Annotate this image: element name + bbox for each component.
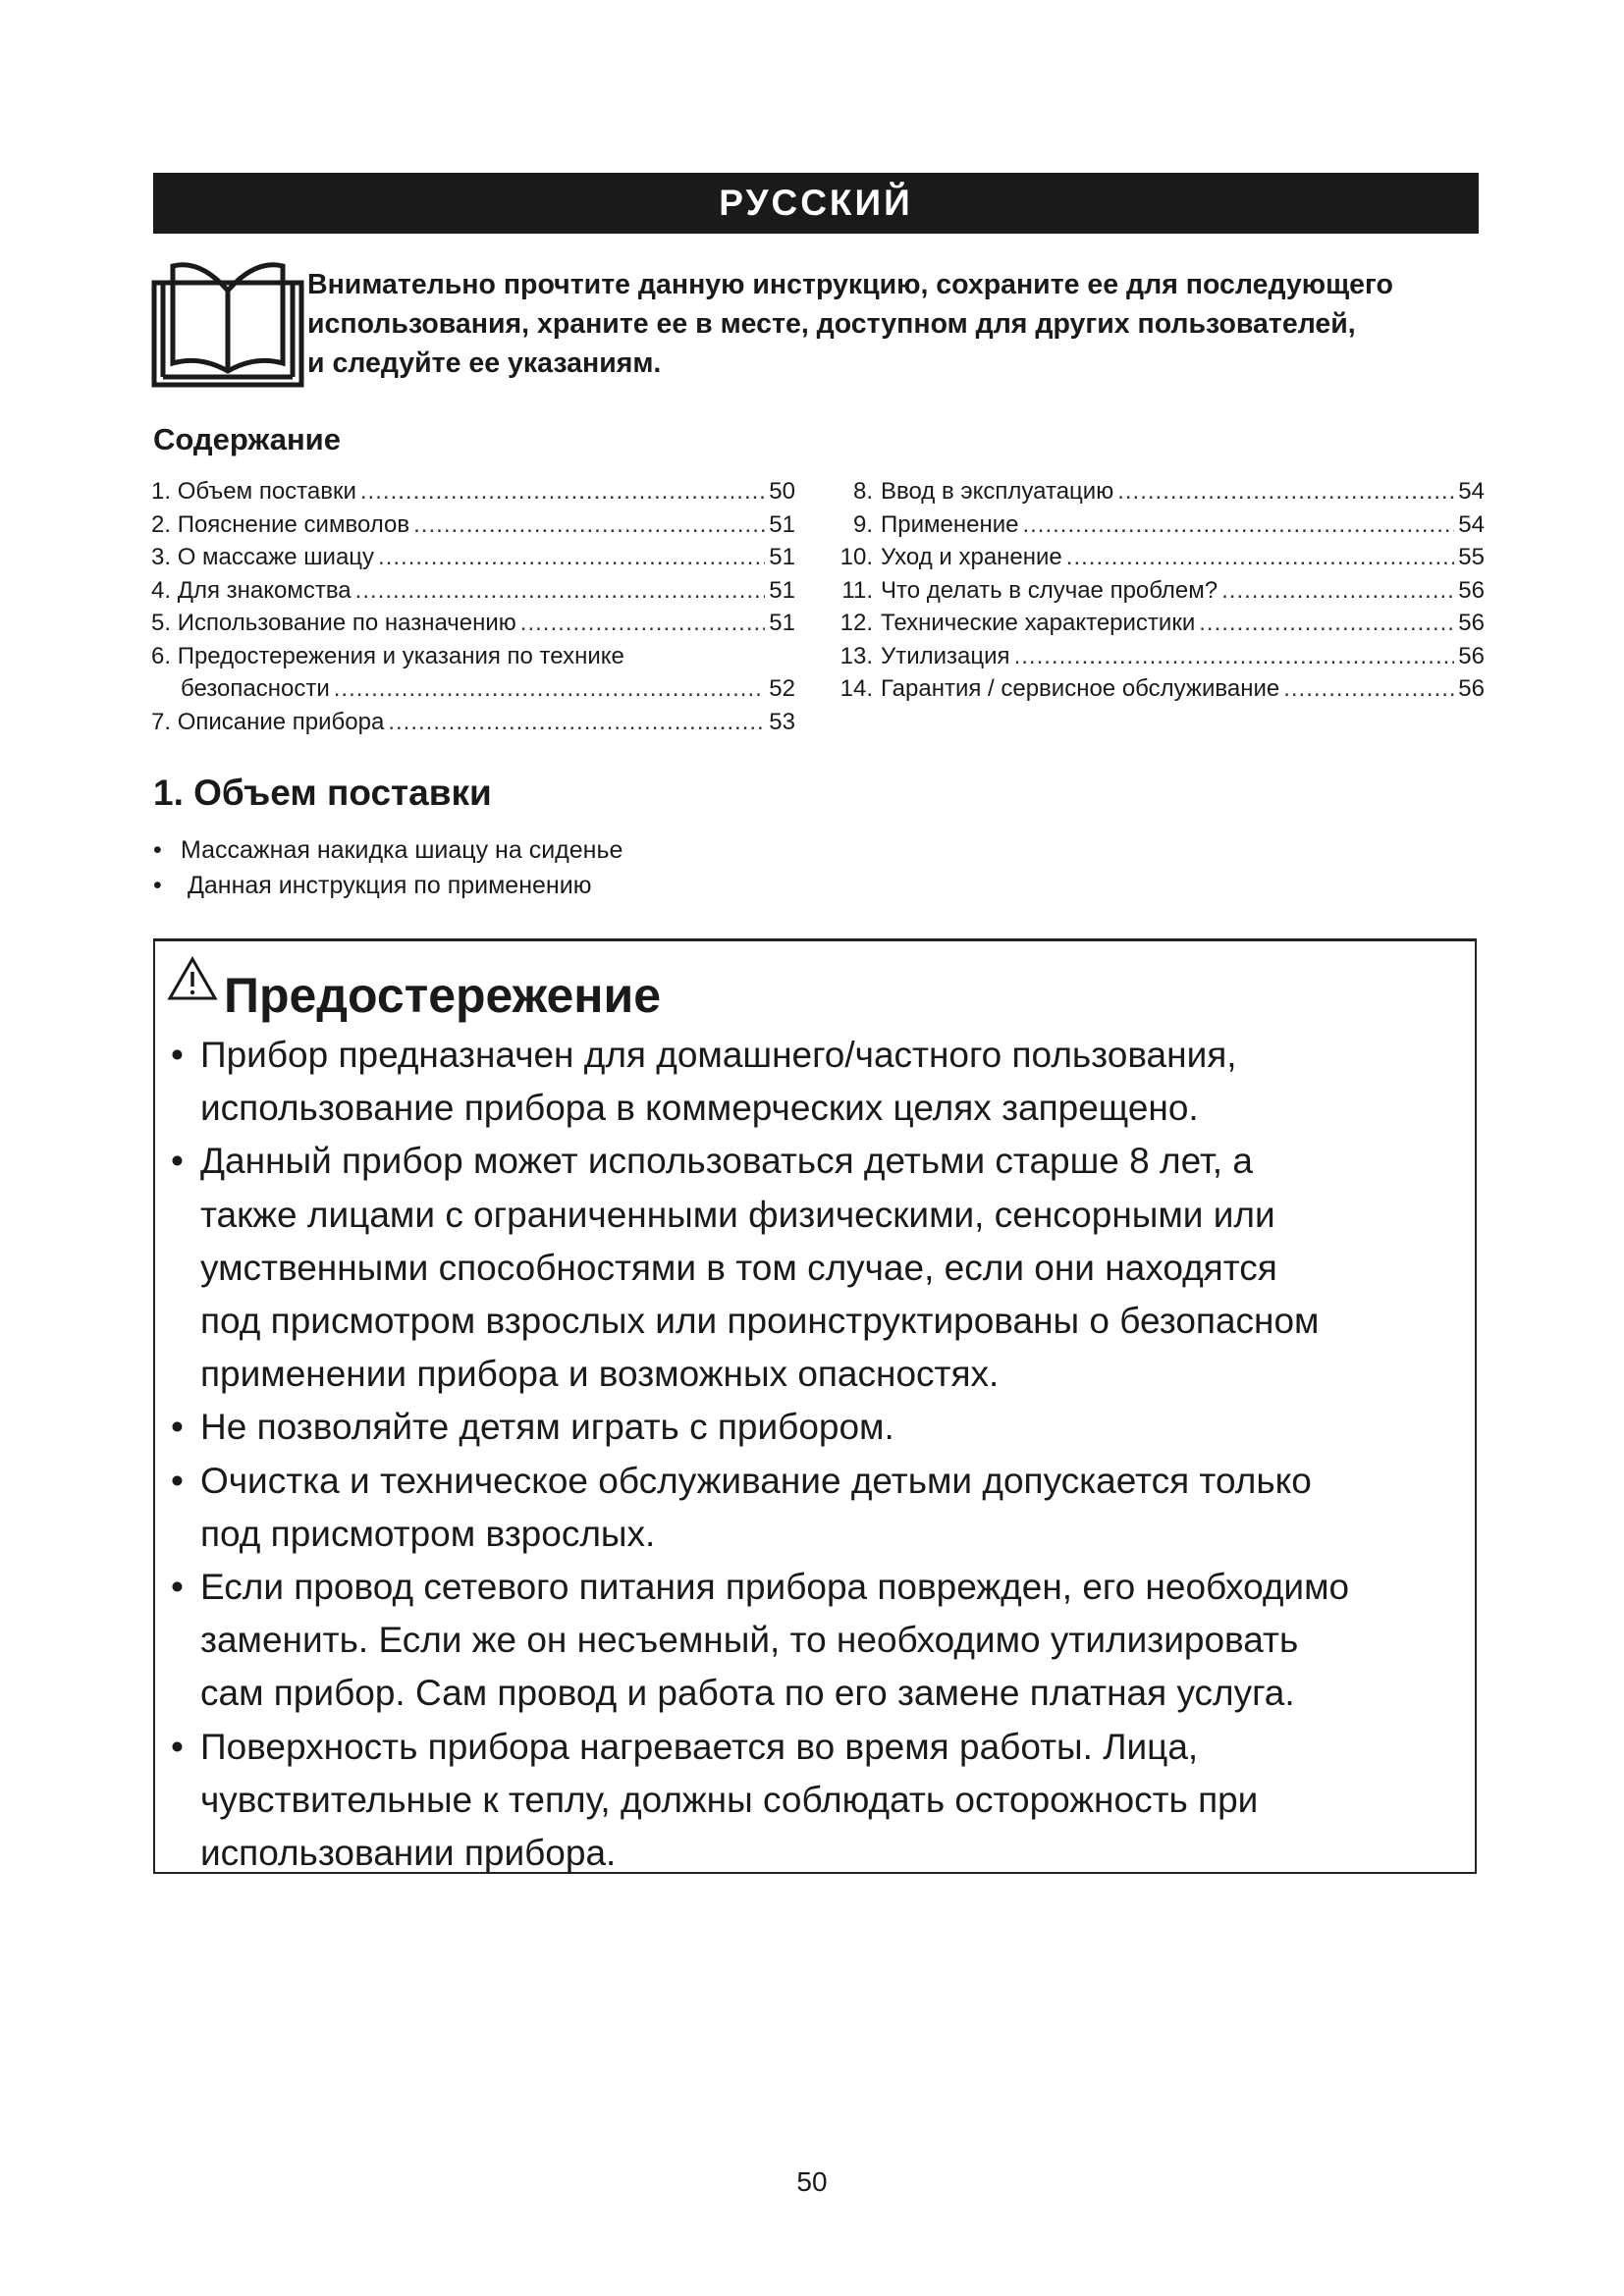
bullet-icon: •: [171, 1460, 184, 1501]
toc-entry[interactable]: [151, 475, 795, 508]
toc-page: 55: [1458, 544, 1485, 570]
toc-entry[interactable]: [837, 475, 1485, 508]
warning-line: заменить. Если же он несъемный, то необходимо утилизировать: [200, 1620, 1299, 1661]
intro-text: [307, 265, 1486, 383]
toc-number: 9.: [852, 510, 873, 538]
toc-entry[interactable]: [837, 574, 1485, 608]
toc-entry[interactable]: [151, 508, 795, 542]
warning-line: применении прибора и возможных опасностях.: [200, 1354, 1000, 1395]
toc-page: 50: [769, 478, 795, 505]
book-icon: [151, 261, 304, 389]
toc-page: 56: [1458, 610, 1485, 636]
bullet-icon: •: [171, 1567, 184, 1608]
toc-page: 52: [769, 675, 795, 702]
toc-text: Применение: [881, 510, 1019, 538]
toc-text: Технические характеристики: [881, 610, 1196, 636]
warning-list: [171, 1029, 1482, 1880]
list-item-text: Массажная накидка шиацу на сиденье: [181, 836, 623, 864]
toc-text: Использование по назначению: [177, 610, 516, 636]
toc-page: 51: [769, 544, 795, 570]
toc-number: 10.: [839, 544, 873, 570]
toc-number: 6.: [151, 642, 172, 669]
toc-page: 56: [1458, 675, 1485, 702]
bullet-icon: •: [171, 1726, 184, 1767]
warning-line: сам прибор. Сам провод и работа по его замене платная услуга.: [200, 1673, 1295, 1714]
warning-item: [171, 1455, 1482, 1561]
warning-line: также лицами с ограниченными физическими, сенсорными или: [200, 1194, 1275, 1235]
toc-number: 5.: [151, 610, 172, 636]
warning-line: Не позволяйте детям играть с прибором.: [200, 1407, 894, 1448]
intro-line: и следуйте ее указаниям.: [307, 347, 662, 379]
intro-line: использования, храните ее в месте, доступном для других пользователей,: [307, 308, 1356, 340]
page-number: 50: [796, 2166, 828, 2197]
toc-left-column: [151, 475, 795, 738]
section-title: 1. Объем поставки: [153, 773, 492, 813]
bullet-icon: •: [153, 836, 162, 864]
warning-line: умственными способностями в том случае, если они находятся: [200, 1247, 1277, 1288]
toc-entry[interactable]: [151, 640, 795, 673]
toc-entry[interactable]: [837, 607, 1485, 640]
toc-text: Для знакомства: [177, 576, 352, 604]
toc-number: 1.: [151, 478, 172, 505]
toc-page: 51: [769, 510, 795, 538]
toc-number: 11.: [841, 576, 873, 604]
toc-text: безопасности: [181, 675, 330, 702]
warning-line: под присмотром взрослых.: [200, 1513, 656, 1554]
toc-text: Предостережения и указания по технике: [177, 642, 624, 669]
warning-title: Предостережение: [224, 968, 662, 1023]
toc-page: 51: [769, 610, 795, 636]
toc-page: 51: [769, 576, 795, 604]
toc-text: Гарантия / сервисное обслуживание: [881, 675, 1280, 702]
list-item: [153, 832, 623, 868]
toc-number: 4.: [151, 576, 172, 604]
toc-entry[interactable]: [151, 706, 795, 739]
toc-text: О массаже шиацу: [177, 544, 375, 570]
toc-title: Содержание: [153, 422, 341, 456]
warning-item: [171, 1401, 1482, 1454]
warning-line: Очистка и техническое обслуживание детьми допускается только: [200, 1460, 1312, 1501]
delivery-list: [153, 832, 623, 903]
language-header: РУССКИЙ: [153, 173, 1479, 234]
toc-page: 54: [1458, 478, 1485, 505]
warning-line: Данный прибор может использоваться детьми старше 8 лет, а: [200, 1141, 1253, 1182]
toc-entry[interactable]: [837, 541, 1485, 574]
toc-text: Уход и хранение: [881, 544, 1062, 570]
list-item: [153, 868, 623, 903]
toc-entry[interactable]: [837, 672, 1485, 706]
list-item-text: Данная инструкция по применению: [181, 872, 592, 899]
warning-line: чувствительные к теплу, должны соблюдать осторожность при: [200, 1779, 1259, 1820]
toc-text: Объем поставки: [177, 478, 356, 505]
toc-number: 8.: [852, 478, 873, 505]
toc-text: Описание прибора: [177, 708, 385, 735]
toc-entry[interactable]: [837, 640, 1485, 673]
warning-line: использовании прибора.: [200, 1833, 617, 1874]
toc-text: Что делать в случае проблем?: [881, 576, 1218, 604]
toc-entry[interactable]: [151, 574, 795, 608]
warning-item: [171, 1721, 1482, 1881]
intro-line: Внимательно прочтите данную инструкцию, сохраните ее для последующего: [307, 269, 1393, 300]
warning-line: Поверхность прибора нагревается во время работы. Лица,: [200, 1726, 1199, 1767]
toc-right-column: [837, 475, 1485, 706]
toc-entry[interactable]: [151, 672, 795, 706]
bullet-icon: •: [171, 1141, 184, 1182]
warning-triangle-icon: [167, 956, 218, 1001]
warning-line: под присмотром взрослых или проинструктированы о безопасном: [200, 1301, 1320, 1342]
bullet-icon: •: [171, 1407, 184, 1448]
bullet-icon: •: [171, 1035, 184, 1075]
toc-number: 14.: [839, 675, 873, 702]
toc-page: 54: [1458, 510, 1485, 538]
toc-page: 56: [1458, 576, 1485, 604]
toc-number: 13.: [839, 642, 873, 669]
toc-entry[interactable]: [151, 541, 795, 574]
warning-line: использование прибора в коммерческих целях запрещено.: [200, 1088, 1199, 1129]
toc-number: 7.: [151, 708, 172, 735]
warning-line: Прибор предназначен для домашнего/частного пользования,: [200, 1035, 1237, 1075]
toc-number: 12.: [839, 610, 873, 636]
warning-item: [171, 1135, 1482, 1401]
toc-entry[interactable]: [151, 607, 795, 640]
warning-line: Если провод сетевого питания прибора поврежден, его необходимо: [200, 1567, 1350, 1608]
toc-text: Пояснение символов: [177, 510, 410, 538]
toc-page: 53: [769, 708, 795, 735]
toc-number: 2.: [151, 510, 172, 538]
warning-item: [171, 1029, 1482, 1135]
toc-entry[interactable]: [837, 508, 1485, 542]
warning-item: [171, 1561, 1482, 1721]
toc-number: 3.: [151, 544, 172, 570]
toc-text: Утилизация: [881, 642, 1010, 669]
toc-page: 56: [1458, 642, 1485, 669]
toc-text: Ввод в эксплуатацию: [881, 478, 1114, 505]
bullet-icon: •: [153, 872, 162, 899]
